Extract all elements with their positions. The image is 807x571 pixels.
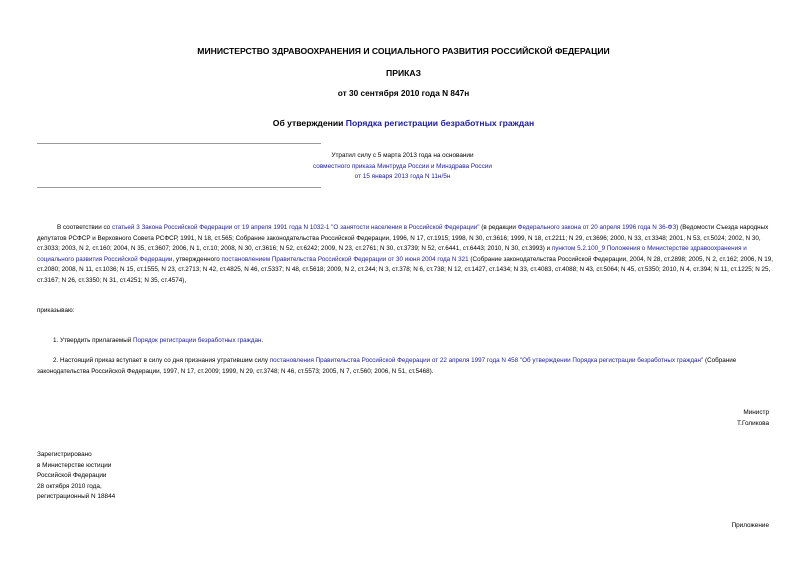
preamble-text: (Собрание законодательства Российской Федерации, 2004, N 28, ст.2898; 2005, N 2, ст.162; 2006, N 19, ст.2080; 2008, N 11, ст.1036; N 15, ст.1555, N 23, ст.2713; N 42, ст.4825, N 46, ст.5337; N 48, ст.5618; 2009, N 2, ст.244; N 3, ст.378; N 6, ст.738; N 12, ст.1427, ст.1434; N 33, ст.4083, ст.4088; N 43, ст.5064; N 45, ст.5350; 2010, N 4, ст.394; N 11, ст.1225; N 25, ст.3167; N 26, ст.3350; N 31, ст.4251; N 35, ст.4574),	[37, 255, 773, 284]
lapse-note-link-date[interactable]: от 15 января 2013 года N 11н/5н	[354, 173, 451, 181]
preamble-text: ) (Ведомости Съезда народных депутатов РСФСР и Верховного Совета РСФСР, 1991, N 18, ст.565; Собрание законодательства Российской Федерации, 1996, N 17, ст.1915; 1998, N 30, ст.3616; 1999, N 18, ст.2211; N 29, ст.3696; 2000, N 33, ст.3348; 2001, N 53, ст.5024; 2002, N 30, ст.3033; 2003, N 2, ст.160; 2004, N 35, ст.3607; 2006, N 1, ст.10; 2008, N 30, ст.3616; N 52, ст.6242; 2009, N 23, ст.2761; N 30, ст.3739; N 52, ст.6441, ст.6443; 2010, N 30, ст.3993) и	[37, 224, 769, 253]
preamble-paragraph	[37, 223, 775, 287]
item-text: 1. Утвердить прилагаемый	[53, 337, 134, 344]
order-title-prefix: Об утверждении	[272, 118, 346, 128]
item-text: .	[261, 337, 264, 344]
item-text: 2. Настоящий приказ вступает в силу со дня признания утратившим силу	[53, 357, 270, 364]
signature-block	[737, 408, 769, 429]
link-employment-law-article3[interactable]: статьей 3 Закона Российской Федерации от 19 апреля 1991 года N 1032-1 "О занятости населения в Российской Федерации"	[111, 224, 480, 231]
order-heading: ПРИКАЗ	[386, 68, 421, 78]
link-government-decree-321[interactable]: постановлением Правительства Российской Федерации от 30 июня 2004 года N 321	[221, 255, 469, 263]
preamble-text: (в редакции	[479, 224, 518, 231]
ministry-heading: МИНИСТЕРСТВО ЗДРАВООХРАНЕНИЯ И СОЦИАЛЬНОГО РАЗВИТИЯ РОССИЙСКОЙ ФЕДЕРАЦИИ	[197, 46, 610, 56]
order-title-link[interactable]: Порядка регистрации безработных граждан	[345, 118, 535, 128]
order-item-1	[37, 336, 775, 347]
link-government-decree-458[interactable]: постановления Правительства Российской Федерации от 22 апреля 1997 года N 458 "Об утверждении Порядка регистрации безработных граждан"	[269, 357, 704, 364]
order-item-2	[37, 356, 775, 377]
lapse-note	[280, 151, 525, 183]
order-title	[0, 118, 807, 128]
link-registration-procedure[interactable]: Порядок регистрации безработных граждан	[133, 337, 262, 344]
order-word-lower: приказываю:	[37, 307, 75, 314]
lapse-note-text: Утратил силу с 5 марта 2013 года на основании	[331, 152, 474, 159]
preamble-text: , утвержденного	[172, 255, 222, 263]
link-regulation-clause[interactable]: пунктом 5.2.100_9 Положения о Министерстве здравоохранения и социального развития Российской Федерации	[37, 245, 747, 263]
link-federal-law-36fz[interactable]: Федерального закона от 20 апреля 1996 года N 36-ФЗ	[517, 224, 677, 231]
registration-line: в Министерстве юстиции	[37, 461, 112, 469]
order-date: от 30 сентября 2010 года N 847н	[337, 88, 470, 98]
lapse-note-link-joint-order[interactable]: совместного приказа Минтруда России и Минздрава России	[313, 162, 492, 170]
appendix-label: Приложение	[731, 522, 769, 529]
divider-top	[37, 143, 321, 144]
registration-number: регистрационный N 18844	[37, 493, 116, 501]
registration-date: 28 октября 2010 года,	[37, 482, 102, 490]
signature-name: Т.Голикова	[736, 419, 769, 427]
item-text: (Собрание законодательства Российской Федерации, 1997, N 17, ст.2009; 1999, N 29, ст.3748; N 46, ст.5573; 2005, N 7, ст.560; 2006, N 51, ст.5468).	[37, 357, 737, 375]
registration-line: Зарегистрировано	[37, 451, 92, 458]
signature-role: Министр	[743, 409, 769, 416]
registration-block	[37, 450, 115, 503]
registration-line: Российской Федерации	[37, 472, 107, 480]
preamble-text: В соответствии со	[57, 224, 112, 231]
divider-bottom	[37, 187, 321, 188]
